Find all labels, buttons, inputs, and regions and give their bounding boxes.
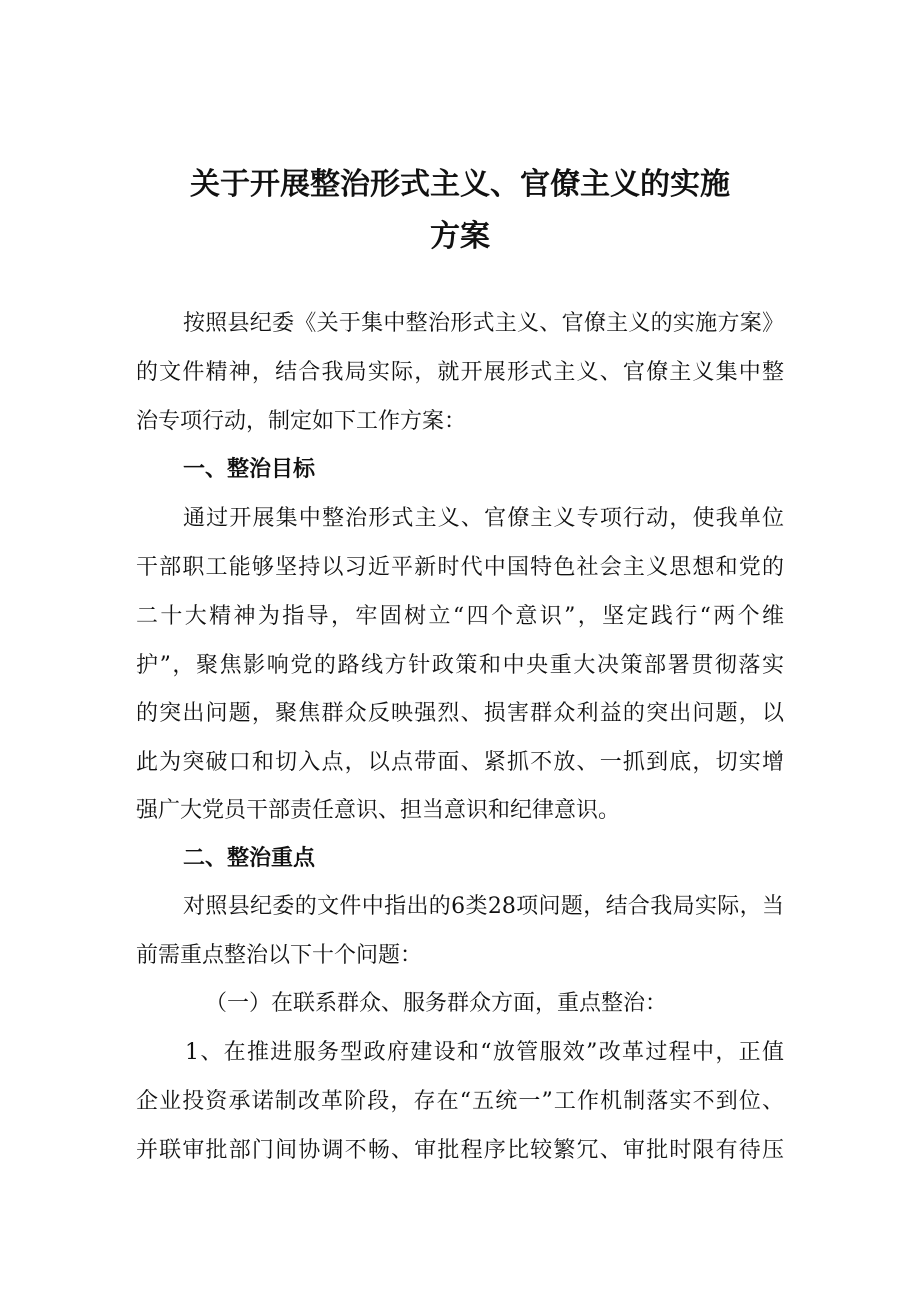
section-2-line-2: 前需重点整治以下十个问题： — [136, 943, 423, 968]
item-1-line-2: 企业投资承诺制改革阶段，存在“五统一”工作机制落实不到位、 — [136, 1089, 784, 1114]
item-1-line-1: 1、在推进服务型政府建设和“放管服效”改革过程中，正值 — [185, 1040, 784, 1065]
document-title-line-1: 关于开展整治形式主义、官僚主义的实施 — [190, 167, 730, 202]
section-2-subheading-1: （一）在联系群众、服务群众方面，重点整治： — [205, 991, 668, 1016]
document-title-line-2: 方案 — [430, 219, 490, 254]
intro-line-2: 的文件精神，结合我局实际，就开展形式主义、官僚主义集中整 — [136, 360, 784, 385]
section-1-line-5: 的突出问题，聚焦群众反映强烈、损害群众利益的突出问题，以 — [136, 701, 784, 726]
section-1-heading: 一、整治目标 — [183, 457, 316, 482]
section-1-line-2: 干部职工能够坚持以习近平新时代中国特色社会主义思想和党的 — [136, 555, 784, 580]
section-1-line-7: 强广大党员干部责任意识、担当意识和纪律意识。 — [136, 798, 621, 823]
section-1-line-1: 通过开展集中整治形式主义、官僚主义专项行动，使我单位 — [183, 506, 784, 531]
section-1-line-6: 此为突破口和切入点，以点带面、紧抓不放、一抓到底，切实增 — [136, 750, 784, 775]
section-1-line-4: 护”，聚焦影响党的路线方针政策和中央重大决策部署贯彻落实 — [136, 653, 784, 678]
intro-line-3: 治专项行动，制定如下工作方案： — [136, 409, 467, 434]
section-2-line-1: 对照县纪委的文件中指出的6类28项问题，结合我局实际，当 — [183, 894, 784, 919]
intro-line-1: 按照县纪委《关于集中整治形式主义、官僚主义的实施方案》 — [183, 311, 784, 336]
section-1-line-3: 二十大精神为指导，牢固树立“四个意识”，坚定践行“两个维 — [136, 604, 784, 629]
item-1-line-3: 并联审批部门间协调不畅、审批程序比较繁冗、审批时限有待压 — [136, 1138, 784, 1163]
section-2-heading: 二、整治重点 — [183, 846, 316, 871]
